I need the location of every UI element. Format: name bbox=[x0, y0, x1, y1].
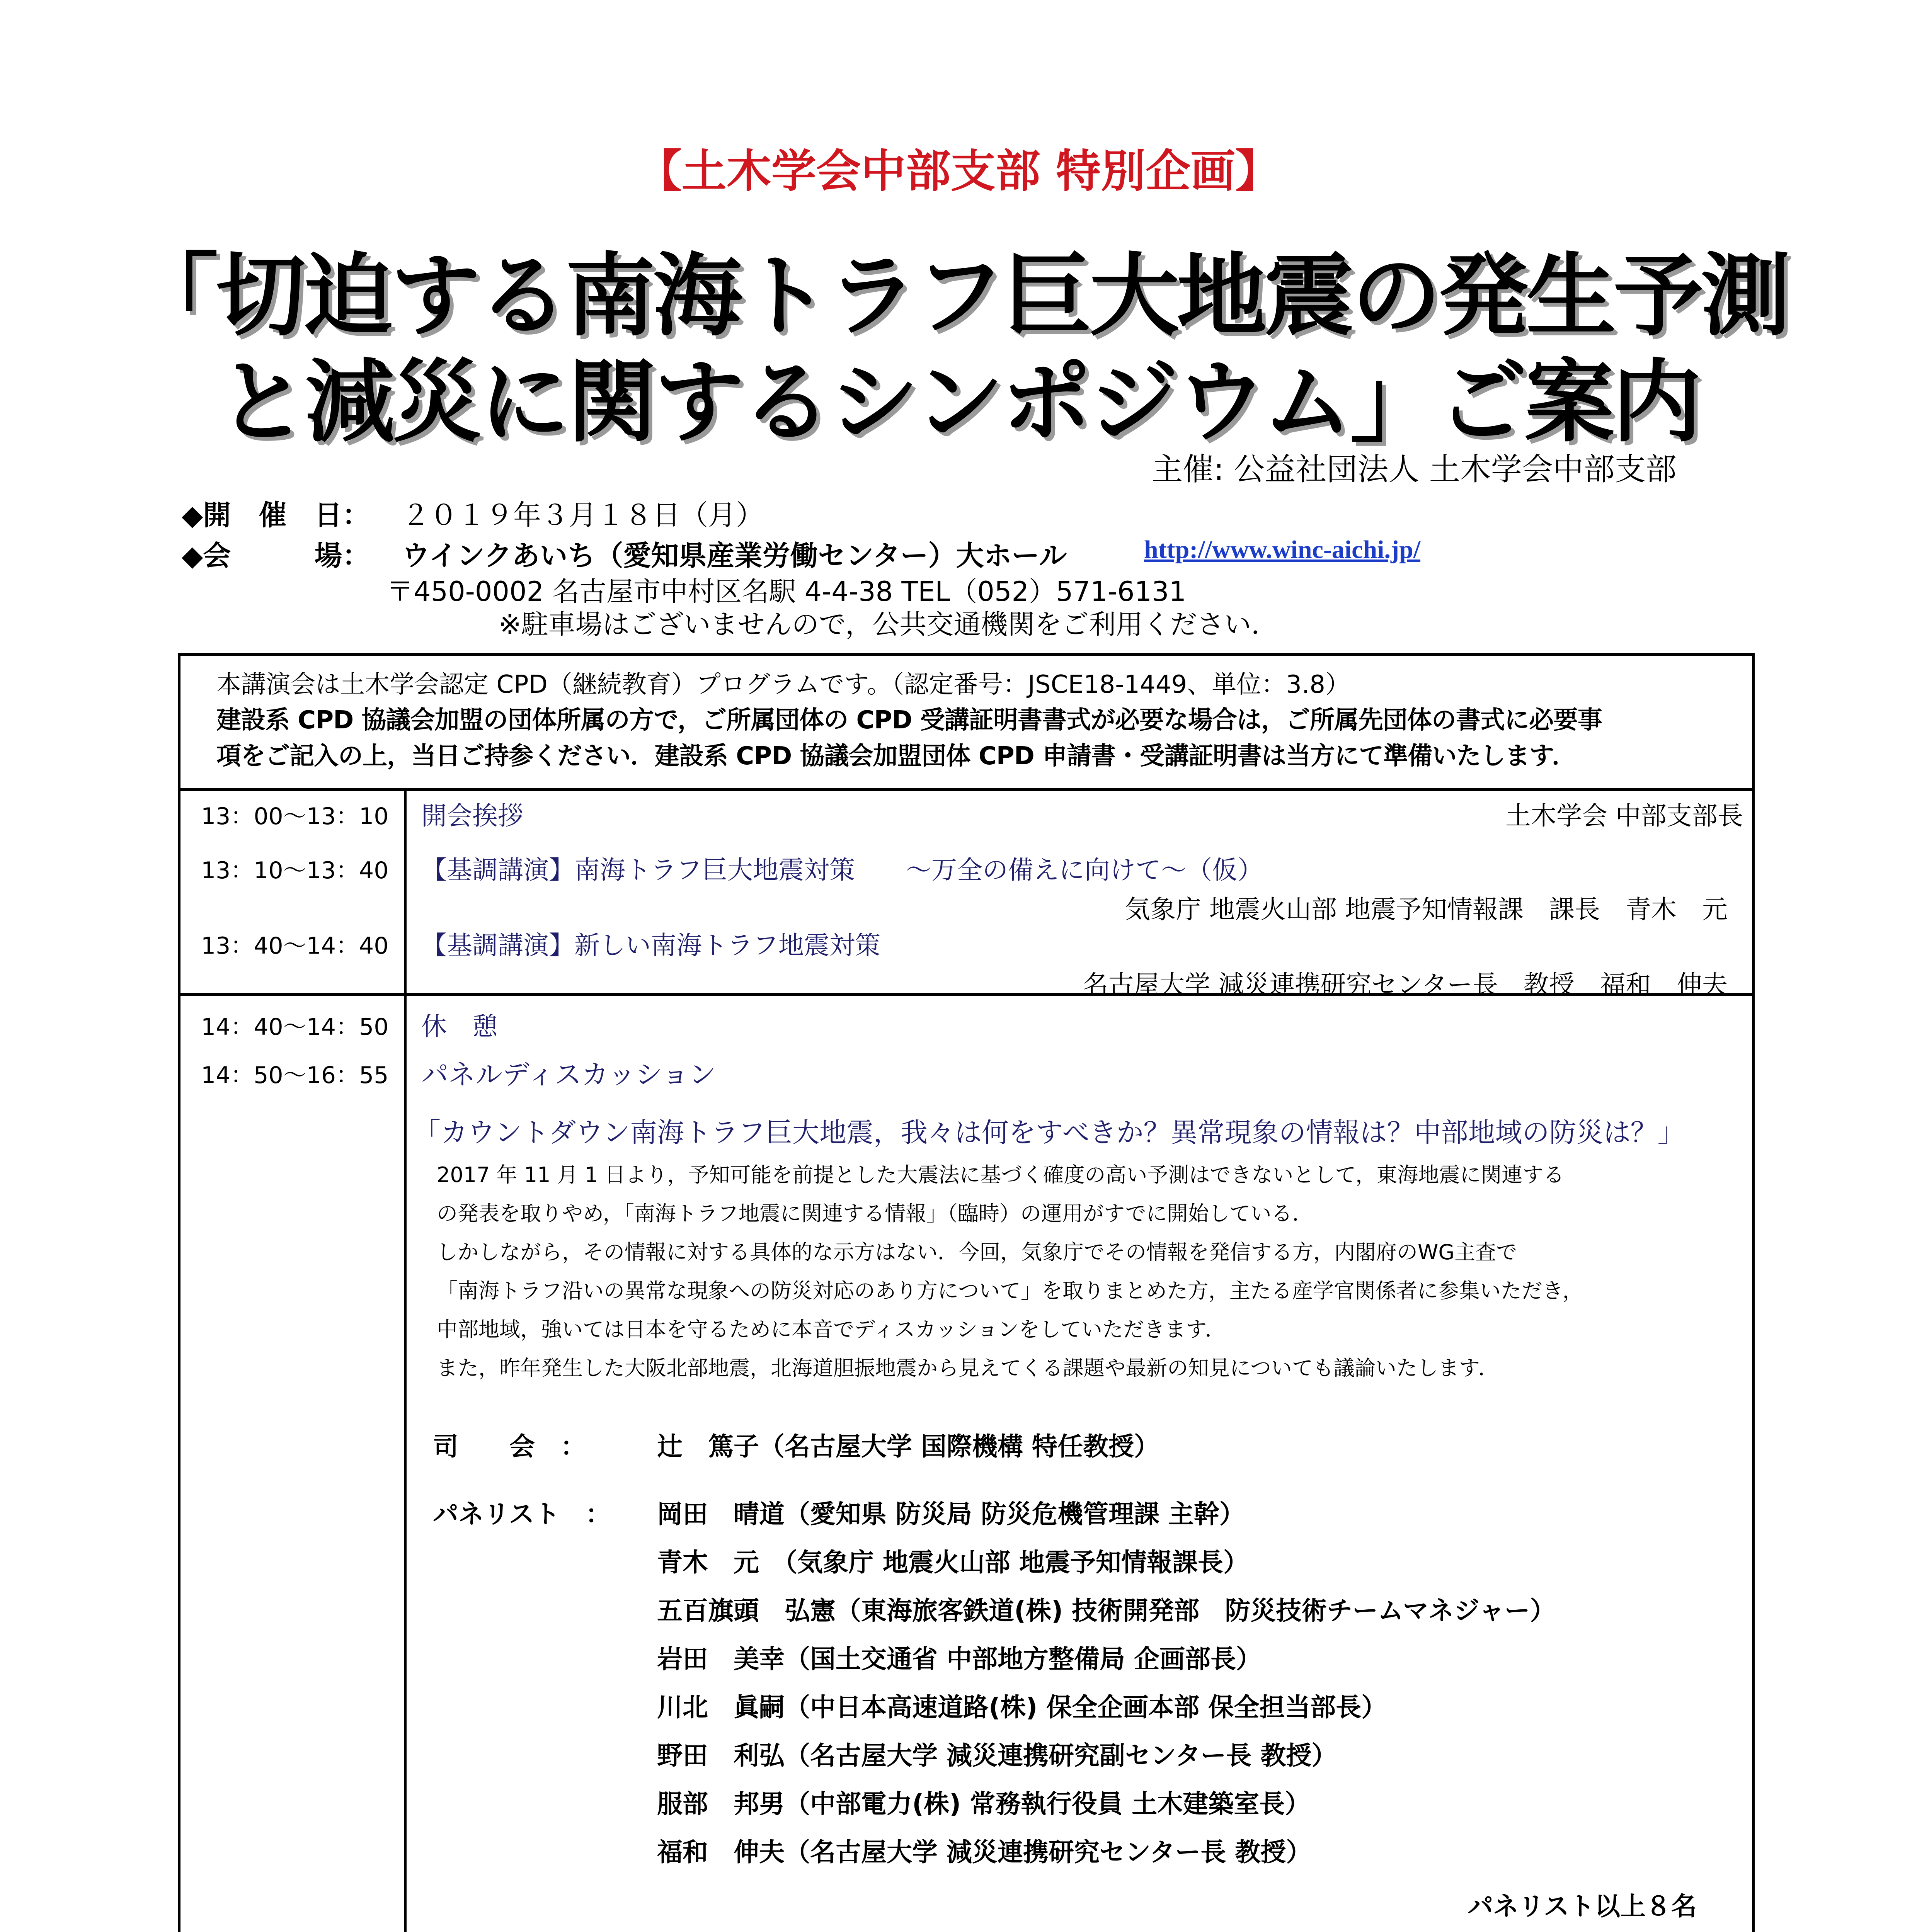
panel-description-line: しかしながら，その情報に対する具体的な示方はない．今回，気象庁でその情報を発信する方，内閣府のWG主査で bbox=[437, 1240, 1517, 1264]
schedule-speaker: 名古屋大学 減災連携研究センター長 教授 福和 伸夫 bbox=[1083, 970, 1728, 1000]
schedule-speaker: 気象庁 地震火山部 地震予知情報課 課長 青木 元 bbox=[1125, 895, 1728, 924]
cpd-notice-2: 建設系 CPD 協議会加盟の団体所属の方で，ご所属団体の CPD 受講証明書書式が必要な場合は，ご所属先団体の書式に必要事 bbox=[216, 706, 1602, 735]
cpd-notice-1: 本講演会は土木学会認定 CPD（継続教育）プログラムです。（認定番号：JSCE18-1449、単位：3.8） bbox=[216, 670, 1350, 699]
schedule-speaker: 土木学会 中部支部長 bbox=[1505, 801, 1743, 831]
panel-description-line: の発表を取りやめ，「南海トラフ地震に関連する情報」（臨時）の運用がすでに開始している． bbox=[437, 1201, 1313, 1226]
schedule-time: 14：40〜14：50 bbox=[201, 1014, 389, 1041]
venue-label: ◆会 場： bbox=[182, 539, 370, 572]
schedule-title-break: 休 憩 bbox=[421, 1012, 498, 1041]
panel-description-line: また，昨年発生した大阪北部地震，北海道胆振地震から見えてくる課題や最新の知見についても議論いたします． bbox=[437, 1356, 1499, 1380]
time-column-divider bbox=[404, 788, 407, 1932]
panel-description-line: 中部地域，強いては日本を守るために本音でディスカッションをしていただきます． bbox=[437, 1317, 1226, 1342]
panel-description-line: 2017 年 11 月 1 日より，予知可能を前提とした大震法に基づく確度の高い予測はできないとして，東海地震に関連する bbox=[437, 1163, 1565, 1187]
panelist-count: パネリスト以上８名 bbox=[1468, 1891, 1697, 1921]
schedule-title-keynote-2: 【基調講演】新しい南海トラフ地震対策 bbox=[421, 930, 880, 960]
panel-theme: 「カウントダウン南海トラフ巨大地震，我々は何をすべきか？異常現象の情報は？中部地域の防災は？」 bbox=[414, 1117, 1685, 1148]
cpd-notice-3: 項をご記入の上，当日ご持参ください．建設系 CPD 協議会加盟団体 CPD 申請書・受講証明書は当方にて準備いたします． bbox=[216, 742, 1576, 770]
panelist: 青木 元 （気象庁 地震火山部 地震予知情報課長） bbox=[657, 1548, 1249, 1577]
schedule-time: 13：10〜13：40 bbox=[201, 857, 389, 884]
date-label: ◆開 催 日： bbox=[182, 499, 370, 531]
event-kicker: 【土木学会中部支部 特別企画】 bbox=[637, 145, 1280, 197]
panelist: 川北 眞嗣（中日本高速道路(株) 保全企画本部 保全担当部長） bbox=[657, 1692, 1387, 1722]
panelist: 岩田 美幸（国土交通省 中部地方整備局 企画部長） bbox=[657, 1644, 1262, 1674]
panelist: 野田 利弘（名古屋大学 減災連携研究副センター長 教授） bbox=[657, 1741, 1337, 1770]
schedule-time: 13：40〜14：40 bbox=[201, 932, 389, 959]
organizer: 主催: 公益社団法人 土木学会中部支部 bbox=[1152, 451, 1677, 487]
panelist: 岡田 晴道（愛知県 防災局 防災危機管理課 主幹） bbox=[657, 1499, 1245, 1529]
schedule-time: 13：00〜13：10 bbox=[201, 803, 389, 830]
panelist: 五百旗頭 弘憲（東海旅客鉄道(株) 技術開発部 防災技術チームマネジャー） bbox=[657, 1596, 1556, 1626]
panelist: 福和 伸夫（名古屋大学 減災連携研究センター長 教授） bbox=[657, 1837, 1312, 1867]
parking-note: ※駐車場はございませんので，公共交通機関をご利用ください． bbox=[499, 609, 1279, 640]
venue-url-link[interactable]: http://www.winc-aichi.jp/ bbox=[1144, 536, 1421, 564]
venue-value: ウインクあいち（愛知県産業労働センター）大ホール bbox=[402, 539, 1067, 572]
panelist-label: パネリスト ： bbox=[433, 1499, 611, 1529]
schedule-time: 14：50〜16：55 bbox=[201, 1062, 389, 1089]
moderator-label: 司 会 ： bbox=[433, 1432, 586, 1461]
schedule-title-keynote-1: 【基調講演】南海トラフ巨大地震対策 〜万全の備えに向けて〜（仮） bbox=[421, 855, 1263, 885]
panel-description-line: 「南海トラフ沿いの異常な現象への防災対応のあり方について」を取りまとめた方，主たる産学官関係者に参集いただき， bbox=[437, 1279, 1583, 1303]
date-value: ２０１９年３月１８日（月） bbox=[402, 499, 764, 531]
divider bbox=[178, 788, 1755, 791]
event-title-line-2: と減災に関するシンポジウム」ご案内 bbox=[218, 350, 1699, 454]
schedule-title-panel: パネルディスカッション bbox=[421, 1059, 716, 1090]
event-title-line-1: 「切迫する南海トラフ巨大地震の発生予測 bbox=[128, 244, 1788, 348]
schedule-title-opening: 開会挨拶 bbox=[421, 801, 523, 831]
moderator: 辻 篤子（名古屋大学 国際機構 特任教授） bbox=[657, 1432, 1159, 1461]
panelist: 服部 邦男（中部電力(株) 常務執行役員 土木建築室長） bbox=[657, 1789, 1311, 1819]
venue-address: 〒450-0002 名古屋市中村区名駅 4-4-38 TEL（052）571-6131 bbox=[386, 576, 1187, 607]
